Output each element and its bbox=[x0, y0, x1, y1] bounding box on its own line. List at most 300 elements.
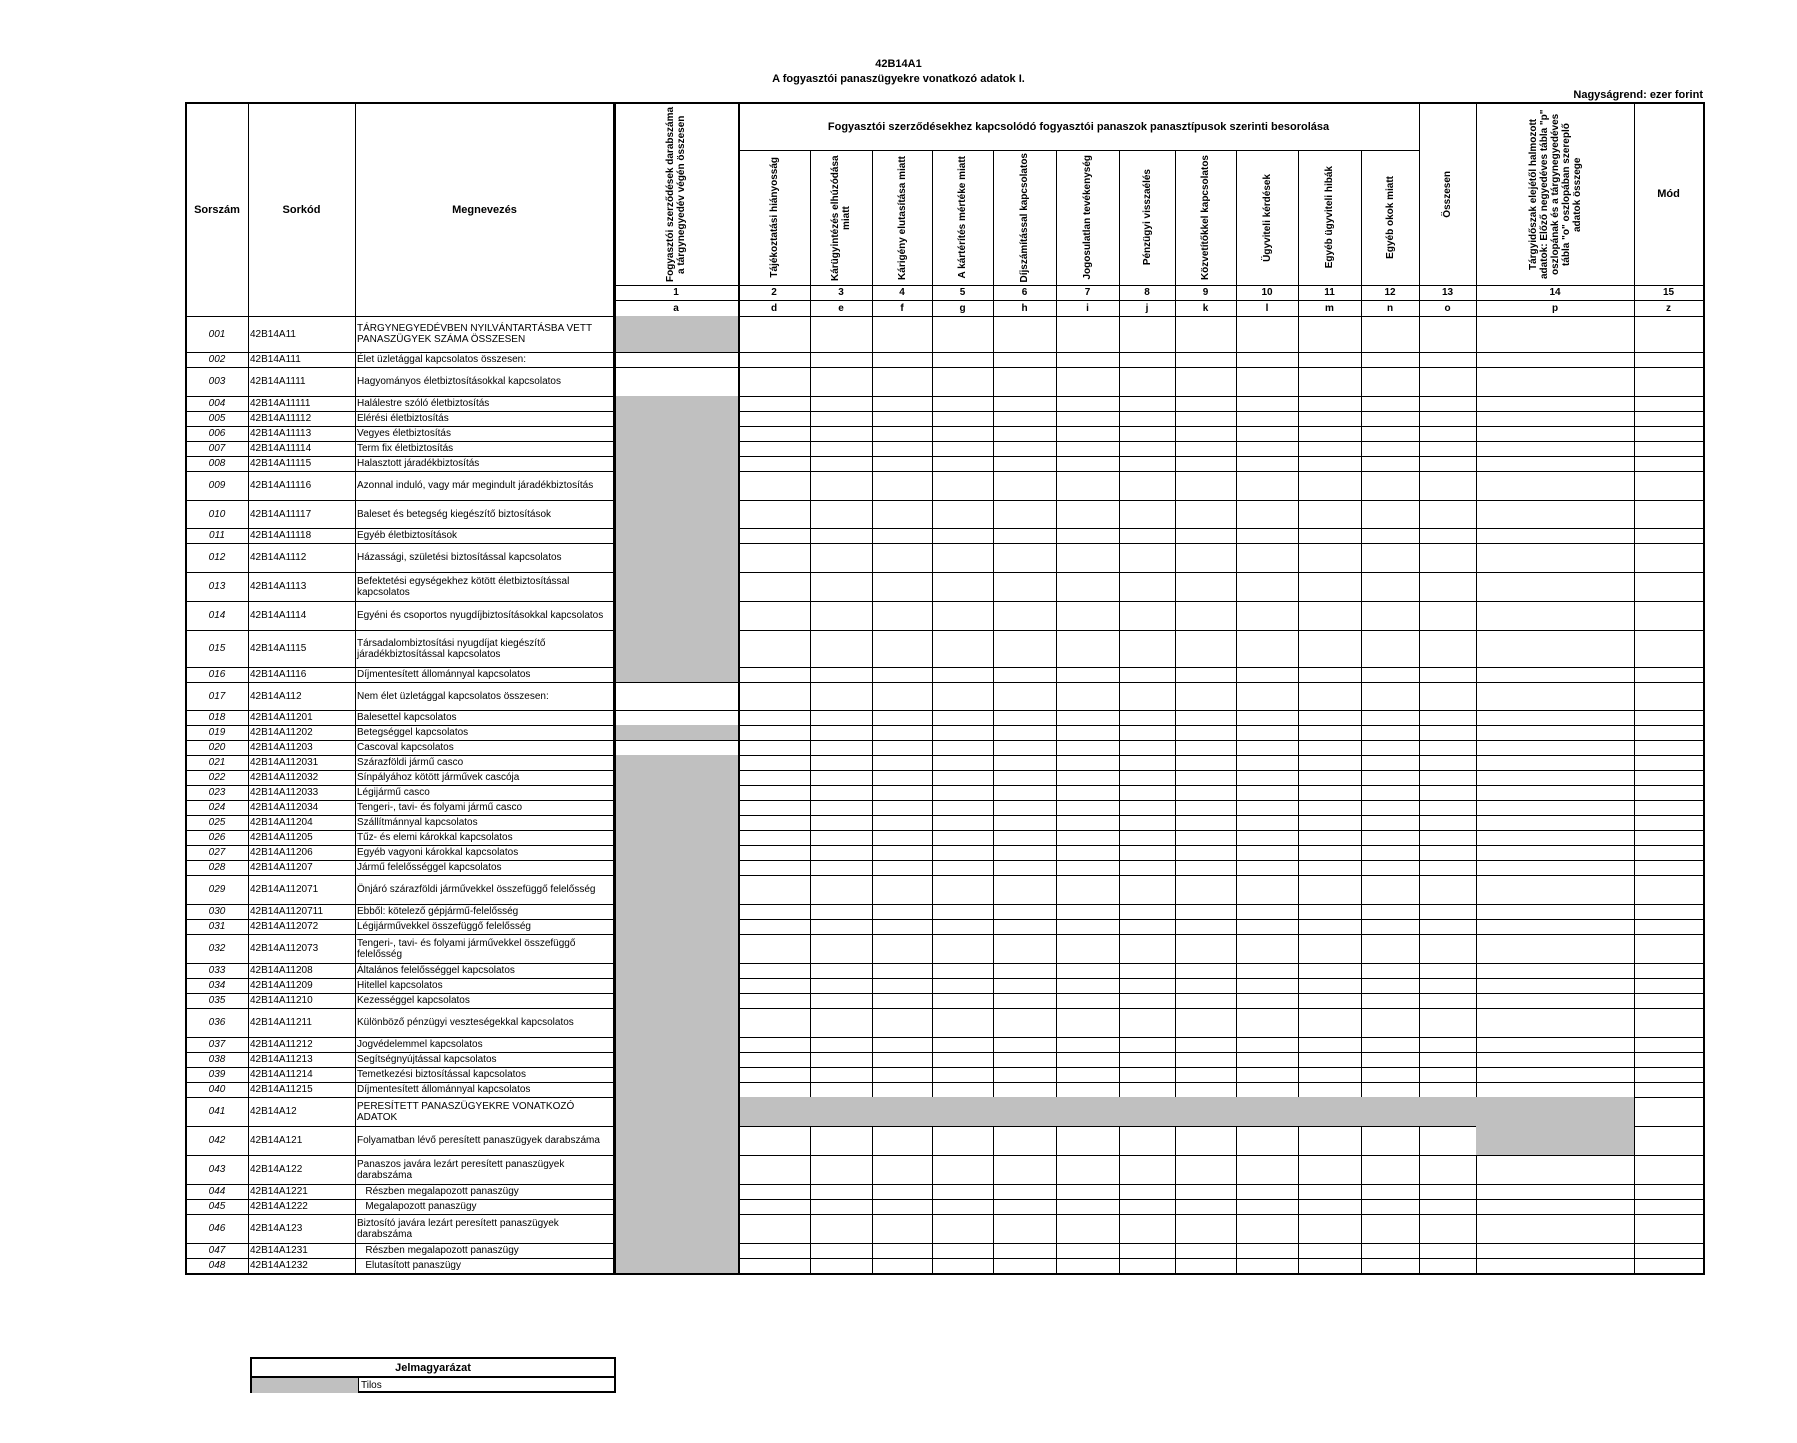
table-cell[interactable] bbox=[1119, 411, 1176, 427]
table-cell[interactable] bbox=[738, 1008, 811, 1038]
table-cell[interactable] bbox=[932, 426, 994, 442]
table-cell[interactable] bbox=[872, 860, 933, 876]
table-cell[interactable] bbox=[932, 543, 994, 573]
table-cell[interactable] bbox=[1298, 1243, 1362, 1259]
table-cell[interactable] bbox=[1236, 630, 1299, 668]
table-cell[interactable] bbox=[1298, 1258, 1362, 1274]
table-cell[interactable] bbox=[1056, 352, 1120, 368]
table-cell[interactable] bbox=[1298, 456, 1362, 472]
table-cell[interactable] bbox=[1476, 352, 1635, 368]
table-cell[interactable] bbox=[810, 934, 873, 964]
table-cell[interactable] bbox=[1419, 1184, 1477, 1200]
table-cell[interactable] bbox=[872, 528, 933, 544]
table-cell[interactable] bbox=[1419, 572, 1477, 602]
table-cell[interactable] bbox=[1361, 543, 1420, 573]
table-cell[interactable] bbox=[1361, 1037, 1420, 1053]
table-cell[interactable] bbox=[1419, 1214, 1477, 1244]
table-cell[interactable] bbox=[1634, 860, 1704, 876]
table-cell[interactable] bbox=[1236, 1037, 1299, 1053]
table-cell[interactable] bbox=[932, 993, 994, 1009]
table-cell[interactable] bbox=[1119, 875, 1176, 905]
table-cell[interactable] bbox=[1419, 875, 1477, 905]
table-cell[interactable] bbox=[1119, 367, 1176, 397]
table-cell[interactable] bbox=[1419, 815, 1477, 831]
table-cell[interactable] bbox=[872, 352, 933, 368]
table-cell[interactable] bbox=[738, 845, 811, 861]
table-cell[interactable] bbox=[1634, 500, 1704, 529]
table-cell[interactable] bbox=[872, 1258, 933, 1274]
table-cell[interactable] bbox=[1634, 785, 1704, 801]
table-cell[interactable] bbox=[810, 367, 873, 397]
table-cell[interactable] bbox=[1476, 667, 1635, 683]
table-cell[interactable] bbox=[1119, 710, 1176, 726]
table-cell[interactable] bbox=[1476, 1258, 1635, 1274]
table-cell[interactable] bbox=[993, 978, 1057, 994]
table-cell[interactable] bbox=[1361, 441, 1420, 457]
table-cell[interactable] bbox=[1476, 815, 1635, 831]
table-cell[interactable] bbox=[1361, 528, 1420, 544]
table-cell[interactable] bbox=[1419, 845, 1477, 861]
table-cell[interactable] bbox=[1298, 875, 1362, 905]
table-cell[interactable] bbox=[1298, 755, 1362, 771]
table-cell[interactable] bbox=[1361, 710, 1420, 726]
table-cell[interactable] bbox=[1419, 1037, 1477, 1053]
table-cell[interactable] bbox=[1236, 441, 1299, 457]
table-cell[interactable] bbox=[1298, 316, 1362, 353]
table-cell[interactable] bbox=[1298, 441, 1362, 457]
table-cell[interactable] bbox=[932, 1184, 994, 1200]
table-cell[interactable] bbox=[1634, 770, 1704, 786]
table-cell[interactable] bbox=[993, 1082, 1057, 1098]
table-cell[interactable] bbox=[1419, 934, 1477, 964]
table-cell[interactable] bbox=[1119, 740, 1176, 756]
table-cell[interactable] bbox=[1056, 411, 1120, 427]
table-cell[interactable] bbox=[872, 993, 933, 1009]
table-cell[interactable] bbox=[1236, 352, 1299, 368]
table-cell[interactable] bbox=[738, 426, 811, 442]
table-cell[interactable] bbox=[1476, 396, 1635, 412]
table-cell[interactable] bbox=[1361, 367, 1420, 397]
table-cell[interactable] bbox=[1476, 755, 1635, 771]
table-cell[interactable] bbox=[1634, 352, 1704, 368]
table-cell[interactable] bbox=[1361, 630, 1420, 668]
table-cell[interactable] bbox=[1298, 740, 1362, 756]
table-cell[interactable] bbox=[932, 528, 994, 544]
table-cell[interactable] bbox=[1175, 860, 1237, 876]
table-cell[interactable] bbox=[1236, 1184, 1299, 1200]
table-cell[interactable] bbox=[738, 1052, 811, 1068]
table-cell[interactable] bbox=[993, 601, 1057, 631]
table-cell[interactable] bbox=[810, 755, 873, 771]
table-cell[interactable] bbox=[810, 667, 873, 683]
table-cell[interactable] bbox=[1119, 1008, 1176, 1038]
table-cell[interactable] bbox=[1056, 993, 1120, 1009]
table-cell[interactable] bbox=[738, 1214, 811, 1244]
table-cell[interactable] bbox=[1056, 426, 1120, 442]
table-cell[interactable] bbox=[932, 316, 994, 353]
table-cell[interactable] bbox=[738, 1155, 811, 1185]
table-cell[interactable] bbox=[872, 367, 933, 397]
table-cell[interactable] bbox=[993, 830, 1057, 846]
table-cell[interactable] bbox=[1056, 682, 1120, 711]
table-cell[interactable] bbox=[872, 934, 933, 964]
table-cell[interactable] bbox=[1056, 1082, 1120, 1098]
table-cell[interactable] bbox=[738, 601, 811, 631]
table-cell[interactable] bbox=[1119, 934, 1176, 964]
table-cell[interactable] bbox=[1298, 845, 1362, 861]
table-cell[interactable] bbox=[1476, 1008, 1635, 1038]
table-cell[interactable] bbox=[1361, 500, 1420, 529]
table-cell[interactable] bbox=[1175, 1052, 1237, 1068]
table-cell[interactable] bbox=[1361, 1082, 1420, 1098]
table-cell[interactable] bbox=[738, 993, 811, 1009]
table-cell[interactable] bbox=[993, 396, 1057, 412]
table-cell[interactable] bbox=[738, 667, 811, 683]
table-cell[interactable] bbox=[1236, 815, 1299, 831]
table-cell[interactable] bbox=[1298, 993, 1362, 1009]
table-cell[interactable] bbox=[810, 396, 873, 412]
table-cell[interactable] bbox=[738, 725, 811, 741]
table-cell[interactable] bbox=[1419, 978, 1477, 994]
table-cell[interactable] bbox=[1175, 411, 1237, 427]
table-cell[interactable] bbox=[810, 1214, 873, 1244]
table-cell[interactable] bbox=[993, 785, 1057, 801]
table-cell[interactable] bbox=[1056, 725, 1120, 741]
table-cell[interactable] bbox=[1298, 528, 1362, 544]
table-cell[interactable] bbox=[810, 411, 873, 427]
table-cell[interactable] bbox=[1419, 528, 1477, 544]
table-cell[interactable] bbox=[1175, 815, 1237, 831]
table-cell[interactable] bbox=[932, 630, 994, 668]
table-cell[interactable] bbox=[1175, 1258, 1237, 1274]
table-cell[interactable] bbox=[738, 740, 811, 756]
table-cell[interactable] bbox=[738, 710, 811, 726]
table-cell[interactable] bbox=[1361, 352, 1420, 368]
table-cell[interactable] bbox=[872, 1008, 933, 1038]
table-cell[interactable] bbox=[932, 830, 994, 846]
table-cell[interactable] bbox=[738, 830, 811, 846]
table-cell[interactable] bbox=[1476, 682, 1635, 711]
table-cell[interactable] bbox=[810, 1155, 873, 1185]
table-cell[interactable] bbox=[872, 755, 933, 771]
table-cell[interactable] bbox=[1175, 1199, 1237, 1215]
table-cell[interactable] bbox=[1056, 316, 1120, 353]
table-cell[interactable] bbox=[993, 1126, 1057, 1156]
table-cell[interactable] bbox=[1056, 601, 1120, 631]
table-cell[interactable] bbox=[872, 411, 933, 427]
table-cell[interactable] bbox=[1175, 770, 1237, 786]
table-cell[interactable] bbox=[993, 367, 1057, 397]
table-cell[interactable] bbox=[738, 934, 811, 964]
table-cell[interactable] bbox=[1419, 755, 1477, 771]
table-cell[interactable] bbox=[738, 1037, 811, 1053]
table-cell[interactable] bbox=[1476, 800, 1635, 816]
table-cell[interactable] bbox=[1175, 1243, 1237, 1259]
table-cell[interactable] bbox=[1175, 978, 1237, 994]
table-cell[interactable] bbox=[1298, 396, 1362, 412]
table-cell[interactable] bbox=[1419, 770, 1477, 786]
table-cell[interactable] bbox=[1361, 1184, 1420, 1200]
table-cell[interactable] bbox=[1419, 860, 1477, 876]
table-cell[interactable] bbox=[1236, 316, 1299, 353]
table-cell[interactable] bbox=[1298, 1052, 1362, 1068]
table-cell[interactable] bbox=[810, 830, 873, 846]
table-cell[interactable] bbox=[932, 770, 994, 786]
table-cell[interactable] bbox=[1056, 396, 1120, 412]
table-cell[interactable] bbox=[993, 904, 1057, 920]
table-cell[interactable] bbox=[1175, 934, 1237, 964]
table-cell[interactable] bbox=[1056, 830, 1120, 846]
table-cell[interactable] bbox=[1298, 978, 1362, 994]
table-cell[interactable] bbox=[1476, 1037, 1635, 1053]
table-cell[interactable] bbox=[1361, 904, 1420, 920]
table-cell[interactable] bbox=[1634, 601, 1704, 631]
table-cell[interactable] bbox=[872, 710, 933, 726]
table-cell[interactable] bbox=[1361, 1243, 1420, 1259]
table-cell[interactable] bbox=[810, 1126, 873, 1156]
table-cell[interactable] bbox=[1236, 934, 1299, 964]
table-cell[interactable] bbox=[1119, 667, 1176, 683]
table-cell[interactable] bbox=[1298, 860, 1362, 876]
table-cell[interactable] bbox=[993, 963, 1057, 979]
table-cell[interactable] bbox=[1361, 963, 1420, 979]
table-cell[interactable] bbox=[1298, 830, 1362, 846]
table-cell[interactable] bbox=[1175, 963, 1237, 979]
table-cell[interactable] bbox=[1361, 800, 1420, 816]
table-cell[interactable] bbox=[1119, 1155, 1176, 1185]
table-cell[interactable] bbox=[1175, 1037, 1237, 1053]
table-cell[interactable] bbox=[932, 1008, 994, 1038]
table-cell[interactable] bbox=[810, 993, 873, 1009]
table-cell[interactable] bbox=[932, 1155, 994, 1185]
table-cell[interactable] bbox=[1056, 500, 1120, 529]
table-cell[interactable] bbox=[1361, 815, 1420, 831]
table-cell[interactable] bbox=[1175, 572, 1237, 602]
table-cell[interactable] bbox=[738, 543, 811, 573]
table-cell[interactable] bbox=[1175, 904, 1237, 920]
table-cell[interactable] bbox=[1056, 367, 1120, 397]
table-cell[interactable] bbox=[1236, 528, 1299, 544]
table-cell[interactable] bbox=[1419, 725, 1477, 741]
table-cell[interactable] bbox=[932, 725, 994, 741]
table-cell[interactable] bbox=[1634, 367, 1704, 397]
table-cell[interactable] bbox=[1119, 993, 1176, 1009]
table-cell[interactable] bbox=[1236, 1067, 1299, 1083]
table-cell[interactable] bbox=[1236, 800, 1299, 816]
table-cell[interactable] bbox=[1476, 426, 1635, 442]
table-cell[interactable] bbox=[810, 426, 873, 442]
table-cell[interactable] bbox=[614, 710, 739, 726]
table-cell[interactable] bbox=[932, 934, 994, 964]
table-cell[interactable] bbox=[993, 411, 1057, 427]
table-cell[interactable] bbox=[1056, 1243, 1120, 1259]
table-cell[interactable] bbox=[1634, 755, 1704, 771]
table-cell[interactable] bbox=[1634, 426, 1704, 442]
table-cell[interactable] bbox=[993, 755, 1057, 771]
table-cell[interactable] bbox=[993, 352, 1057, 368]
table-cell[interactable] bbox=[1236, 1008, 1299, 1038]
table-cell[interactable] bbox=[1175, 1184, 1237, 1200]
table-cell[interactable] bbox=[1476, 1052, 1635, 1068]
table-cell[interactable] bbox=[1298, 1184, 1362, 1200]
table-cell[interactable] bbox=[1634, 1037, 1704, 1053]
table-cell[interactable] bbox=[1476, 500, 1635, 529]
table-cell[interactable] bbox=[1361, 572, 1420, 602]
table-cell[interactable] bbox=[1119, 1126, 1176, 1156]
table-cell[interactable] bbox=[738, 919, 811, 935]
table-cell[interactable] bbox=[1175, 316, 1237, 353]
table-cell[interactable] bbox=[993, 1184, 1057, 1200]
table-cell[interactable] bbox=[810, 978, 873, 994]
table-cell[interactable] bbox=[1119, 426, 1176, 442]
table-cell[interactable] bbox=[1361, 830, 1420, 846]
table-cell[interactable] bbox=[1119, 860, 1176, 876]
table-cell[interactable] bbox=[872, 904, 933, 920]
table-cell[interactable] bbox=[1175, 630, 1237, 668]
table-cell[interactable] bbox=[932, 572, 994, 602]
table-cell[interactable] bbox=[1419, 1082, 1477, 1098]
table-cell[interactable] bbox=[810, 471, 873, 501]
table-cell[interactable] bbox=[1476, 601, 1635, 631]
table-cell[interactable] bbox=[932, 860, 994, 876]
table-cell[interactable] bbox=[1419, 396, 1477, 412]
table-cell[interactable] bbox=[1119, 1199, 1176, 1215]
table-cell[interactable] bbox=[1175, 500, 1237, 529]
table-cell[interactable] bbox=[1634, 1243, 1704, 1259]
table-cell[interactable] bbox=[1476, 367, 1635, 397]
table-cell[interactable] bbox=[872, 875, 933, 905]
table-cell[interactable] bbox=[1298, 785, 1362, 801]
table-cell[interactable] bbox=[810, 919, 873, 935]
table-cell[interactable] bbox=[1298, 1126, 1362, 1156]
table-cell[interactable] bbox=[1119, 919, 1176, 935]
table-cell[interactable] bbox=[1476, 1184, 1635, 1200]
table-cell[interactable] bbox=[1056, 934, 1120, 964]
table-cell[interactable] bbox=[1119, 441, 1176, 457]
table-cell[interactable] bbox=[993, 426, 1057, 442]
table-cell[interactable] bbox=[1056, 845, 1120, 861]
table-cell[interactable] bbox=[1476, 919, 1635, 935]
table-cell[interactable] bbox=[1476, 770, 1635, 786]
table-cell[interactable] bbox=[993, 630, 1057, 668]
table-cell[interactable] bbox=[993, 1052, 1057, 1068]
table-cell[interactable] bbox=[1361, 770, 1420, 786]
table-cell[interactable] bbox=[810, 601, 873, 631]
table-cell[interactable] bbox=[738, 500, 811, 529]
table-cell[interactable] bbox=[932, 963, 994, 979]
table-cell[interactable] bbox=[1634, 993, 1704, 1009]
table-cell[interactable] bbox=[872, 978, 933, 994]
table-cell[interactable] bbox=[1056, 800, 1120, 816]
table-cell[interactable] bbox=[738, 682, 811, 711]
table-cell[interactable] bbox=[1298, 471, 1362, 501]
table-cell[interactable] bbox=[932, 875, 994, 905]
table-cell[interactable] bbox=[1634, 725, 1704, 741]
table-cell[interactable] bbox=[1361, 978, 1420, 994]
table-cell[interactable] bbox=[872, 845, 933, 861]
table-cell[interactable] bbox=[1476, 963, 1635, 979]
table-cell[interactable] bbox=[1361, 396, 1420, 412]
table-cell[interactable] bbox=[1419, 963, 1477, 979]
table-cell[interactable] bbox=[1298, 904, 1362, 920]
table-cell[interactable] bbox=[1236, 1243, 1299, 1259]
table-cell[interactable] bbox=[872, 601, 933, 631]
table-cell[interactable] bbox=[1236, 1126, 1299, 1156]
table-cell[interactable] bbox=[1634, 904, 1704, 920]
table-cell[interactable] bbox=[1119, 572, 1176, 602]
table-cell[interactable] bbox=[1236, 845, 1299, 861]
table-cell[interactable] bbox=[1119, 800, 1176, 816]
table-cell[interactable] bbox=[1175, 740, 1237, 756]
table-cell[interactable] bbox=[1634, 815, 1704, 831]
table-cell[interactable] bbox=[932, 1243, 994, 1259]
table-cell[interactable] bbox=[1634, 963, 1704, 979]
table-cell[interactable] bbox=[872, 682, 933, 711]
table-cell[interactable] bbox=[1236, 725, 1299, 741]
table-cell[interactable] bbox=[810, 682, 873, 711]
table-cell[interactable] bbox=[1236, 572, 1299, 602]
table-cell[interactable] bbox=[993, 1258, 1057, 1274]
table-cell[interactable] bbox=[1236, 710, 1299, 726]
table-cell[interactable] bbox=[993, 993, 1057, 1009]
table-cell[interactable] bbox=[1175, 1082, 1237, 1098]
table-cell[interactable] bbox=[1236, 963, 1299, 979]
table-cell[interactable] bbox=[1419, 456, 1477, 472]
table-cell[interactable] bbox=[932, 456, 994, 472]
table-cell[interactable] bbox=[738, 1067, 811, 1083]
table-cell[interactable] bbox=[932, 1214, 994, 1244]
table-cell[interactable] bbox=[1361, 456, 1420, 472]
table-cell[interactable] bbox=[1056, 1258, 1120, 1274]
table-cell[interactable] bbox=[1236, 471, 1299, 501]
table-cell[interactable] bbox=[1419, 1126, 1477, 1156]
table-cell[interactable] bbox=[932, 978, 994, 994]
table-cell[interactable] bbox=[1119, 1258, 1176, 1274]
table-cell[interactable] bbox=[1634, 1199, 1704, 1215]
table-cell[interactable] bbox=[872, 800, 933, 816]
table-cell[interactable] bbox=[738, 352, 811, 368]
table-cell[interactable] bbox=[1236, 740, 1299, 756]
table-cell[interactable] bbox=[872, 785, 933, 801]
table-cell[interactable] bbox=[1119, 725, 1176, 741]
table-cell[interactable] bbox=[1634, 978, 1704, 994]
table-cell[interactable] bbox=[1236, 411, 1299, 427]
table-cell[interactable] bbox=[1298, 815, 1362, 831]
table-cell[interactable] bbox=[1056, 1126, 1120, 1156]
table-cell[interactable] bbox=[614, 740, 739, 756]
table-cell[interactable] bbox=[810, 963, 873, 979]
table-cell[interactable] bbox=[1056, 785, 1120, 801]
table-cell[interactable] bbox=[1361, 875, 1420, 905]
table-cell[interactable] bbox=[1056, 1184, 1120, 1200]
table-cell[interactable] bbox=[1419, 441, 1477, 457]
table-cell[interactable] bbox=[993, 1214, 1057, 1244]
table-cell[interactable] bbox=[1175, 710, 1237, 726]
table-cell[interactable] bbox=[1298, 630, 1362, 668]
table-cell[interactable] bbox=[993, 456, 1057, 472]
table-cell[interactable] bbox=[1119, 316, 1176, 353]
table-cell[interactable] bbox=[1419, 630, 1477, 668]
table-cell[interactable] bbox=[810, 904, 873, 920]
table-cell[interactable] bbox=[1175, 993, 1237, 1009]
table-cell[interactable] bbox=[1634, 1008, 1704, 1038]
table-cell[interactable] bbox=[932, 815, 994, 831]
table-cell[interactable] bbox=[1419, 543, 1477, 573]
table-cell[interactable] bbox=[1175, 426, 1237, 442]
table-cell[interactable] bbox=[1419, 740, 1477, 756]
table-cell[interactable] bbox=[993, 875, 1057, 905]
table-cell[interactable] bbox=[614, 367, 739, 397]
